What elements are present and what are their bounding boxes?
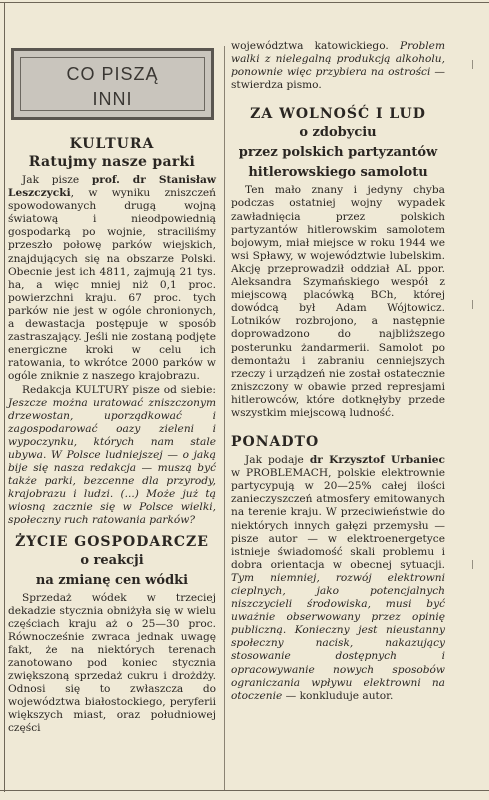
spacer <box>231 92 445 106</box>
ponadto-paragraph-1 <box>231 454 445 703</box>
wolnosc-section-title: ZA WOLNOŚĆ I LUD <box>250 106 426 123</box>
kultura-article-title: Ratujmy nasze parki <box>28 154 196 170</box>
zycie-article-title-2: na zmianę cen wódki <box>35 572 189 588</box>
right-column <box>231 40 445 703</box>
kultura-p2-lead: Redakcja KULTURY pisze od siebie: <box>22 383 216 396</box>
margin-mark: | <box>471 60 475 70</box>
kultura-paragraph-2 <box>8 384 216 528</box>
zycie-p2-tail: — stwierdza pismo. <box>231 66 445 92</box>
left-column <box>8 136 216 736</box>
column-header-frame <box>20 57 205 111</box>
column-header-box <box>11 48 214 120</box>
column-header-line2: INNI <box>92 89 133 109</box>
top-rule <box>0 2 489 3</box>
zycie-p2-lead: województwa katowickiego. <box>231 40 400 52</box>
ponadto-p1-tail: — konkluduje autor. <box>282 689 394 702</box>
wolnosc-article-title-1: o zdobyciu <box>299 125 377 141</box>
spacer <box>231 420 445 428</box>
margin-mark: | <box>471 560 475 570</box>
ponadto-p1-author: dr Krzysztof Urbaniec <box>309 454 445 467</box>
ponadto-p1-body: w PROBLEMACH, polskie elektrownie partycypują w 20—25% całej ilości zanieczyszczeń atmosfery emitowanych na terenie kraju. W przeciwieństwie do niektórych innych gałęzi przemysłu — pisze autor — w elektroenergetyce istnieje świadomość skali problemu i dobra orientacja w obecnej sytuacji. <box>231 467 445 571</box>
zycie-paragraph-1: Sprzedaż wódek w trzeciej dekadzie stycznia obniżyła się w wielu częściach kraju aż o 25—30 proc. Równocześnie zwraca jednak uwagę fakt, że na niektórych terenach zanotowano pod koniec stycznia zwiększoną sprzedaż cukru i drożdży. Odnosi się to zwłaszcza do województwa białostockiego, peryferii większych miast, oraz południowej części <box>8 591 216 735</box>
kultura-p1-body: , w wyniku zniszczeń spowodowanych drugą wojną światową i nieodpowiednią gospodarką po wojnie, straciliśmy przeszło połowę parków wiejskich, znajdujących się na obszarze Polski. Obecnie jest ich 4811, zajmują 21 tys. ha, a więc mniej niż 0,1 proc. powierzchni kraju. 67 proc. tych parków nie jest w ogóle chronionych, a dewastacja postępuje w sposób zastraszający. Jeśli nie zostaną podjęte energiczne kroki w celu ich ratowania, to wkrótce 2000 parków w ogóle zniknie z naszego krajobrazu. <box>8 187 216 383</box>
wolnosc-article-title-3: hitlerowskiego samolotu <box>248 165 428 181</box>
kultura-p1-lead: Jak pisze <box>22 174 92 186</box>
kultura-p2-quote: Jeszcze można uratować zniszczonym drzewostan, uporządkować i zagospodarować oazy zieleni i wypoczynku, których nam stale ubywa. W Polsce ludniejszej — o jaką bije się nasza redakcja — muszą być także parki, bezcenne dla przyrody, krajobrazu i ludzi. (...) Może już tą wiosną zacznie się w Polsce wielki, społeczny ruch ratowania parków? <box>8 396 216 527</box>
bottom-rule <box>0 790 489 791</box>
wolnosc-paragraph-1: Ten mało znany i jedyny chyba podczas ostatniej wojny wypadek zawładnięcia przez polskich partyzantów hitlerowskim samolotem bojowym, miał miejsce w roku 1944 we wsi Spławy, w województwie lubelskim. Akcję przeprowadził oddział AL ppor. Aleksandra Szymańskiego wespół z miejscową placówką BCh, której dowódcą był Adam Wójtowicz. Lotników rozbrojono, a następnie doprowadzono do najbliższego posterunku żandarmerii. Samolot po demontażu i zabraniu cenniejszych rzeczy i urządzeń nie został ostatecznie zniszczony w obawie przed represjami hitlerowców, które dotknęłyby przede wszystkim miejscową ludność. <box>231 184 445 419</box>
zycie-article-title-1: o reakcji <box>80 552 144 568</box>
wolnosc-article-title-2: przez polskich partyzantów <box>238 145 438 161</box>
left-rule <box>4 2 5 792</box>
margin-mark: | <box>471 300 475 310</box>
kultura-paragraph-1 <box>8 174 216 384</box>
ponadto-p1-quote: Tym niemniej, rozwój elektrowni cieplnych, jako potencjalnych niszczycieli środowiska, musi być uważnie obserwowany przez opinię publiczną. Konieczny jest nieustanny społeczny nacisk, nakazujący stosowanie dostępnych i opracowywanie nowych sposobów ograniczania wpływu elektrowni na otoczenie <box>231 571 445 702</box>
zycie-p2-quote: Problem walki z nielegalną produkcją alkoholu, ponownie więc przybiera na ostrości <box>231 40 445 79</box>
column-header-line1: CO PISZĄ <box>66 64 159 84</box>
ponadto-section-title: PONADTO <box>231 434 320 451</box>
ponadto-p1-lead: Jak podaje <box>245 454 310 467</box>
column-divider <box>224 46 225 790</box>
kultura-p1-author: prof. dr Stanisław Leszczycki <box>8 174 216 200</box>
zycie-section-title: ŻYCIE GOSPODARCZE <box>15 533 209 550</box>
kultura-section-title: KULTURA <box>69 136 155 152</box>
zycie-paragraph-2 <box>231 40 445 92</box>
